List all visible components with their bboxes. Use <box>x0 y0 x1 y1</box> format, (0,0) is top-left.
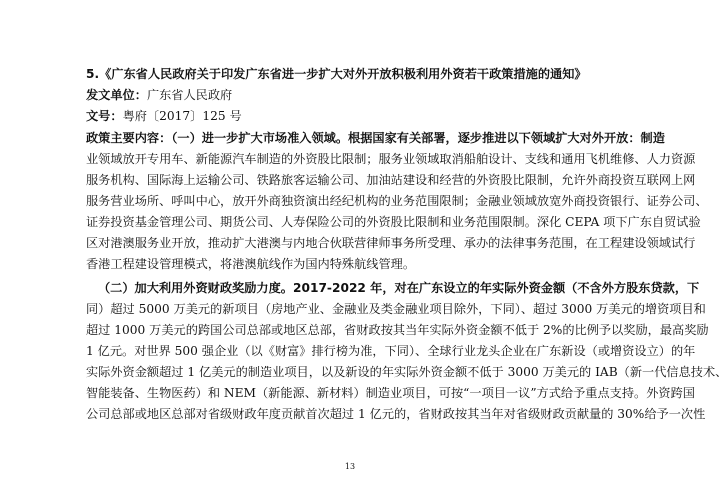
paragraph-line: 超过 1000 万美元的跨国公司总部或地区总部，省财政按其当年实际外资金额不低于 2%的比例予以奖励，最高奖励 <box>86 323 709 337</box>
issuer-label: 发文单位： <box>86 88 147 102</box>
paragraph-line: 实际外资金额超过 1 亿美元的制造业项目，以及新设的年实际外资金额不低于 3000 万美元的 IAB（新一代信息技术、 <box>86 365 727 379</box>
paragraph-line: 1 亿元。对世界 500 强企业（以《财富》排行榜为准，下同）、全球行业龙头企业在广东新设（或增资设立）的年 <box>86 344 696 358</box>
paragraph-line: 香港工程建设管理模式，将港澳航线作为国内特殊航线管理。 <box>86 257 416 271</box>
policy-paragraph-1-line <box>86 130 665 146</box>
paragraph-line: 区对港澳服务业开放，推动扩大港澳与内地合伙联营律师事务所受理、承办的法律事务范围，在工程建设领域试行 <box>86 236 696 250</box>
page-number: 13 <box>344 462 356 471</box>
paragraph-line: 公司总部或地区总部对省级财政年度贡献首次超过 1 亿元的，省财政按其当年对省级财政贡献量的 30%给予一次性 <box>86 407 706 421</box>
docno-value: 粤府〔2017〕125 号 <box>122 109 242 123</box>
policy-paragraph-2-line <box>98 280 700 296</box>
docno-row <box>86 108 616 124</box>
policy-label: 政策主要内容： <box>86 131 172 145</box>
issuer-value: 广东省人民政府 <box>146 88 233 102</box>
paragraph-line: 智能装备、生物医药）和 NEM（新能源、新材料）制造业项目，可按“一项目一议”方式给予重点支持。外资跨国 <box>86 386 695 400</box>
paragraph-line: 业领域放开专用车、新能源汽车制造的外资股比限制；服务业领域取消船舶设计、支线和通用飞机维修、人力资源 <box>86 152 696 166</box>
paragraph-text: （二）加大利用外资财政奖励力度。2017-2022 年，对在广东设立的年实际外资金额（不含外方股东贷款，下 <box>98 281 700 295</box>
paragraph-line: 服务机构、国际海上运输公司、铁路旅客运输公司、加油站建设和经营的外资股比限制，允许外商投资互联网上网 <box>86 173 696 187</box>
document-title: 5.《广东省人民政府关于印发广东省进一步扩大对外开放积极利用外资若干政策措施的通知》 <box>86 67 587 81</box>
paragraph-line: 服务营业场所、呼叫中心，放开外商独资演出经纪机构的业务范围限制；金融业领域放宽外商投资银行、证券公司、 <box>86 194 708 208</box>
paragraph-line: 证券投资基金管理公司、期货公司、人寿保险公司的外资股比限制和业务范围限制。深化 CEPA 项下广东自贸试验 <box>86 215 701 229</box>
paragraph-text: （一）进一步扩大市场准入领域。根据国家有关部署，逐步推进以下领域扩大对外开放：制造 <box>171 131 665 145</box>
docno-label: 文号： <box>86 109 123 123</box>
issuer-row <box>86 87 616 103</box>
paragraph-line: 同）超过 5000 万美元的新项目（房地产业、金融业及类金融业项目除外，下同）、超过 3000 万美元的增资项目和 <box>86 302 706 316</box>
